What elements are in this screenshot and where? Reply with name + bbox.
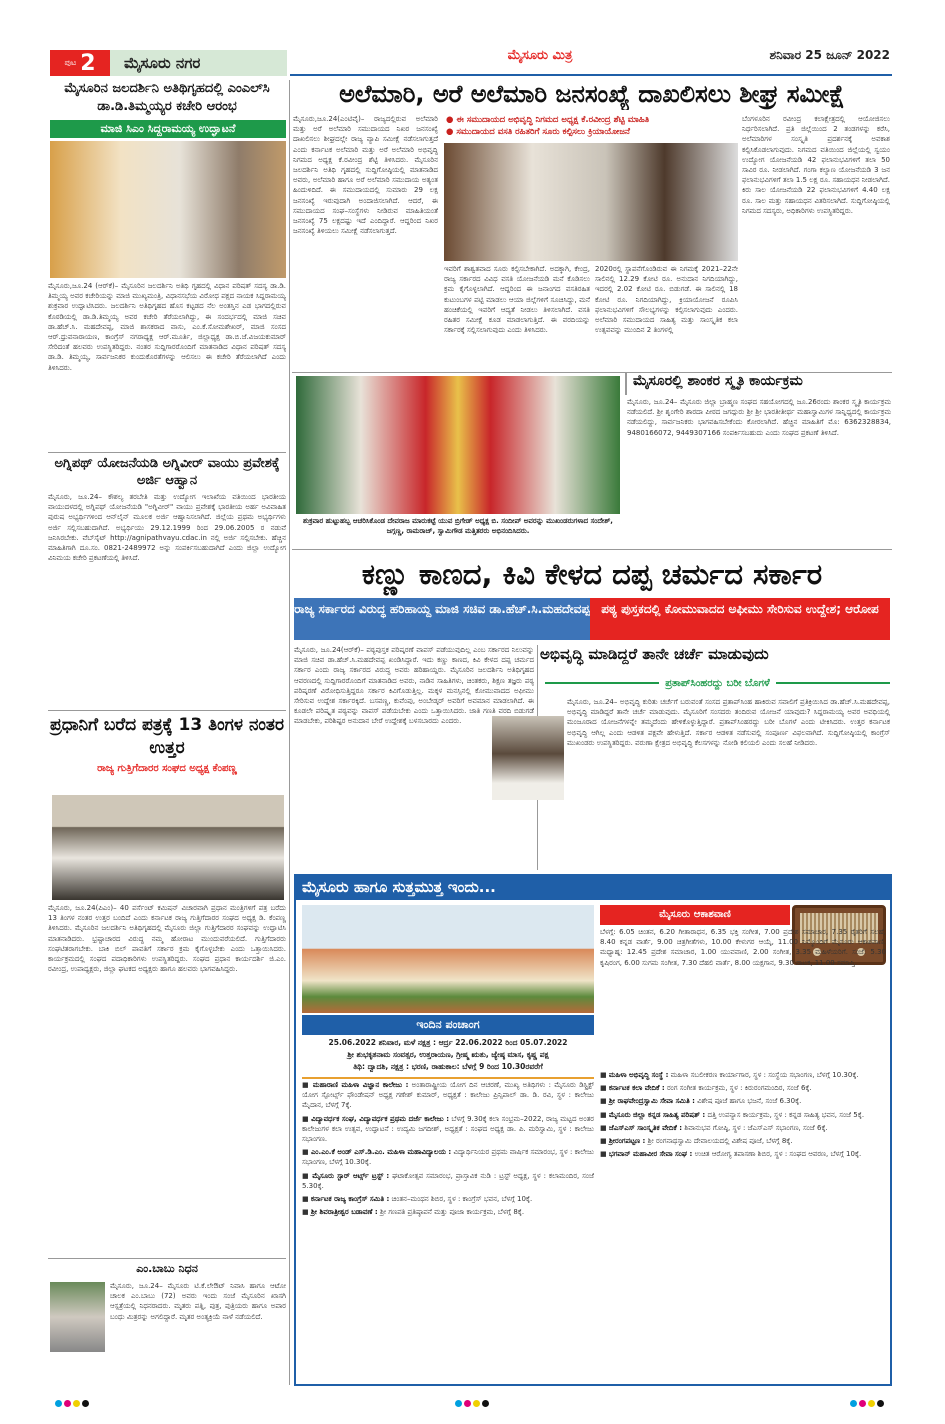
registration-dot xyxy=(455,1400,462,1407)
event-title: ವಿದ್ಯಾವರ್ಧಕ ಸಂಘ, ವಿದ್ಯಾವರ್ಧಕ ಪ್ರಥಮ ದರ್ಜೆ ಕಾಲೇಜು : xyxy=(311,1114,450,1123)
registration-dot xyxy=(55,1400,62,1407)
registration-dot xyxy=(73,1400,80,1407)
bullet-text: ಈ ಸಮುದಾಯದ ಅಭಿವೃದ್ಧಿ ನಿಗಮದ ಅಧ್ಯಕ್ಷ ಕೆ.ರವೀಂದ್ರ ಶೆಟ್ಟಿ ಮಾಹಿತಿ xyxy=(456,115,650,125)
bullet-item: ● ಸಮುದಾಯದ ವಸತಿ ರಹಿತರಿಗೆ ಸೂರು ಕಲ್ಪಿಸಲು ಕ್ರಿಯಾಯೋಜನೆ xyxy=(446,127,630,137)
registration-dot xyxy=(877,1400,884,1407)
section-title: ಮೈಸೂರು ನಗರ xyxy=(110,50,287,76)
headline-development: ಅಭಿವೃದ್ಧಿ ಮಾಡಿದ್ದರೆ ತಾನೇ ಚರ್ಚೆ ಮಾಡುವುದು xyxy=(540,645,769,663)
decorative-line xyxy=(776,682,890,684)
events-list-right xyxy=(600,1070,886,1382)
article-body-mlc-office: ಮೈಸೂರು,ಜೂ.24 (ಆರ್‌ಕೆ)– ಮೈಸೂರಿನ ಜಲದರ್ಶಿನಿ ಅತಿಥಿ ಗೃಹದಲ್ಲಿ ವಿಧಾನ ಪರಿಷತ್ ಸದಸ್ಯ ಡಾ.ಡಿ. ತಿಮ್ಮಯ್ಯ ಅವರ ಕಚೇರಿಯನ್ನು ಮಾಜಿ ಮುಖ್ಯಮಂತ್ರಿ, ವಿಧಾನಸಭೆಯ ವಿರೋಧ ಪಕ್ಷದ ನಾಯಕ ಸಿದ್ದರಾಮಯ್ಯ ಶುಕ್ರವಾರ ಉದ್ಘಾಟಿಸಿದರು. ಜಲದರ್ಶಿನಿ ಅತಿಥಿಗೃಹದ ಹೊಸ ಕಟ್ಟಡದ ನೆಲ ಅಂತಸ್ತಿನ ಎಡ ಭಾಗದಲ್ಲಿರುವ ಕೊಠಡಿಯಲ್ಲಿ ಡಾ.ಡಿ.ತಿಮ್ಮಯ್ಯ ಅವರ ಕಚೇರಿ ತೆರೆಯಲಾಗಿದ್ದು, ಈ ಸಂದರ್ಭದಲ್ಲಿ ಮಾಜಿ ಸಚಿವ ಡಾ.ಹೆಚ್.ಸಿ. ಮಹದೇವಪ್ಪ, ಮಾಜಿ ಶಾಸಕರಾದ ವಾಸು, ಎಂ.ಕೆ.ಸೋಮಶೇಖರ್, ಮಾಜಿ ಸಂಸದ ಆರ್.ಧ್ರುವನಾರಾಯಣ, ಕಾಂಗ್ರೆಸ್ ನಗರಾಧ್ಯಕ್ಷ ಆರ್.ಮೂರ್ತಿ, ಜಿಲ್ಲಾಧ್ಯಕ್ಷ ಡಾ.ಬಿ.ಜೆ.ವಿಜಯಕುಮಾರ್ ಸೇರಿದಂತೆ ಹಲವರು ಉಪಸ್ಥಿತರಿದ್ದರು. ನಂತರ ಸುದ್ದಿಗಾರರೊಂದಿಗೆ ಮಾತನಾಡಿದ ವಿಧಾನ ಪರಿಷತ್ ಸದಸ್ಯ ಡಾ.ಡಿ. ತಿಮ್ಮಯ್ಯ, ಸಾರ್ವಜನಿಕರ ಕುಂದುಕೊರತೆಗಳನ್ನು ಆಲಿಸಲು ಈ ಕಚೇರಿ ತೆರೆಯಲಾಗಿದೆ ಎಂದು ತಿಳಿಸಿದರು. xyxy=(48,282,286,372)
registration-dot xyxy=(868,1400,875,1407)
event-text: ಉಚಿತ ಆರೋಗ್ಯ ತಪಾಸಣಾ ಶಿಬಿರ, ಸ್ಥಳ : ಸಂಘದ ಆವರಣ, ಬೆಳಗ್ಗೆ 10ಕ್ಕೆ. xyxy=(694,1150,862,1159)
article-body-agnipath: ಮೈಸೂರು, ಜೂ.24– ಕೌಶಲ್ಯ ತರಬೇತಿ ಮತ್ತು ಉದ್ಯೋಗ ಇಲಾಖೆಯ ವತಿಯಿಂದ ಭಾರತೀಯ ವಾಯುದಳದಲ್ಲಿ ಅಗ್ನಿಪಥ್ ಯೋಜನೆಯಡಿ "ಅಗ್ನಿವೀರ್" ವಾಯು ಪ್ರವೇಶಕ್ಕೆ ಭಾರತೀಯ ಅರ್ಹ ಅವಿವಾಹಿತ ಪುರುಷ ಅಭ್ಯರ್ಥಿಗಳಿಂದ ಆನ್‌ಲೈನ್ ಮೂಲಕ ಅರ್ಜಿ ಆಹ್ವಾನಿಸಲಾಗಿದೆ. ಜಿಲ್ಲೆಯ ಪ್ರಥಮ ಅಭ್ಯರ್ಥಿಗಳು ಅರ್ಜಿ ಸಲ್ಲಿಸಬಹುದಾಗಿದೆ. ಅಭ್ಯರ್ಥಿಯು 29.12.1999 ರಿಂದ 29.06.2005 ರ ನಡುವೆ ಜನಿಸಿರಬೇಕು. ವೆಬ್‌ಸೈಟ್ http://agnipathvayu.cdac.in ನಲ್ಲಿ ಅರ್ಜಿ ಸಲ್ಲಿಸಬೇಕು. ಹೆಚ್ಚಿನ ಮಾಹಿತಿಗಾಗಿ ದೂ.ಸಂ. 0821-2489972 ಅನ್ನು ಸಂಪರ್ಕಿಸಬಹುದಾಗಿದೆ ಎಂದು ಜಿಲ್ಲಾ ಉದ್ಯೋಗ ವಿನಿಮಯ ಕಚೇರಿ ಪ್ರಕಟಣೆಯಲ್ಲಿ ತಿಳಿಸಿದೆ. xyxy=(48,493,286,563)
divider xyxy=(48,1258,286,1259)
event-text: ಅಂತಾರಾಷ್ಟ್ರೀಯ ಯೋಗ ದಿನ ಆಚರಣೆ, ಮುಖ್ಯ ಅತಿಥಿಗಳು : ಮೈಸೂರು ಡಿಸ್ಟ್ರಿಕ್ಟ್ ಯೋಗ ಸ್ಪೋರ್ಟ್ಸ್ ಫೌಂಡೇಷನ್ ಅಧ್ಯಕ್ಷ ಗಣೇಶ್ ಕುಮಾರ್, ಅಧ್ಯಕ್ಷತೆ : ಕಾಲೇಜು ಪ್ರಿನ್ಸಿಪಾಲ್ ಡಾ. ಡಿ. ರವಿ, ಸ್ಥಳ : ಕಾಲೇಜು ಮೈದಾನ, ಬೆಳಗ್ಗೆ 7ಕ್ಕೆ. xyxy=(302,1081,594,1110)
registration-dot xyxy=(64,1400,71,1407)
photo-contractors xyxy=(52,795,284,900)
article-body-government: ಮೈಸೂರು, ಜೂ.24(ಆರ್‌ಕೆ)– ಪಠ್ಯಪುಸ್ತಕ ಪರಿಷ್ಕರಣೆ ವಾಪಸ್ ಪಡೆಯುವುದಿಲ್ಲ ಎಂಬ ಸರ್ಕಾರದ ನಿಲುವನ್ನು ಮಾಜಿ ಸಚಿವ ಡಾ.ಹೆಚ್.ಸಿ.ಮಹದೇವಪ್ಪ ಖಂಡಿಸಿದ್ದಾರೆ. ಇದು ಕಣ್ಣು ಕಾಣದ, ಕಿವಿ ಕೇಳದ ದಪ್ಪ ಚರ್ಮದ ಸರ್ಕಾರ ಎಂದು ರಾಜ್ಯ ಸರ್ಕಾರದ ವಿರುದ್ಧ ಅವರು ಹರಿಹಾಯ್ದರು. ಮೈಸೂರಿನ ಜಲದರ್ಶಿನಿ ಅತಿಥಿಗೃಹದ ಆವರಣದಲ್ಲಿ ಸುದ್ದಿಗಾರರೊಂದಿಗೆ ಮಾತನಾಡಿದ ಅವರು, ನಾಡಿನ ಸಾಹಿತಿಗಳು, ಚಿಂತಕರು, ಶಿಕ್ಷಣ ತಜ್ಞರು ಪಠ್ಯ ಪರಿಷ್ಕರಣೆ ವಿರೋಧಿಸುತ್ತಿದ್ದರೂ ಸರ್ಕಾರ ಕಿವಿಗೊಡುತ್ತಿಲ್ಲ. ಮಕ್ಕಳ ಮನಸ್ಸಿನಲ್ಲಿ ಕೋಮುವಾದದ ಅಫೀಮು ಸೇರಿಸುವ ಉದ್ದೇಶ ಸರ್ಕಾರಕ್ಕಿದೆ. ಬಸವಣ್ಣ, ಕುವೆಂಪು, ಅಂಬೇಡ್ಕರ್ ಅವರಿಗೆ ಅವಮಾನ ಮಾಡಲಾಗಿದೆ. ಈ ಕೂಡಲೇ ಪರಿಷ್ಕೃತ ಪಠ್ಯವನ್ನು ವಾಪಸ್ ಪಡೆಯಬೇಕು ಎಂದು ಒತ್ತಾಯಿಸಿದರು. ಜಾತಿ ಗಣತಿ ವರದಿ ಬಿಡುಗಡೆ ಮಾಡಬೇಕು, ಪರಿಶಿಷ್ಟರ ಅನುದಾನ ಬೇರೆ ಉದ್ದೇಶಕ್ಕೆ ಬಳಸಬಾರದು ಎಂದರು. xyxy=(294,646,534,726)
divider xyxy=(292,549,892,550)
photo-caption-birthday: ಶುಕ್ರವಾರ ಹುಟ್ಟುಹಬ್ಬ ಆಚರಿಸಿಕೊಂಡ ದೇವರಾಜ ಮಾರುಕಟ್ಟೆ ಯುವ ಬ್ರಿಗೇಡ್ ಅಧ್ಯಕ್ಷ ಬಿ. ಸಂದೀಪ್ ಅವರನ್ನು ಮುಖಂಡರುಗಳಾದ ಸಂದೇಶ್, ಜಗ್ಗಣ್ಣ, ರಾಮರಾಜ್, ಸ್ವಾಮಿಗೌಡ ಮತ್ತಿತರರು ಅಭಿನಂದಿಸಿದರು. xyxy=(303,517,613,535)
event-text: ವಿದ್ಯಾರ್ಥಿನಿಯರ ಪ್ರಥಮ ವಾರ್ಷಿಕ ಸಮಾರಂಭ, ಸ್ಥಳ : ಕಾಲೇಜು ಸಭಾಂಗಣ, ಬೆಳಗ್ಗೆ 10.30ಕ್ಕೆ. xyxy=(302,1148,594,1167)
divider xyxy=(48,710,286,711)
red-box-allegation: ಪಠ್ಯ ಪುಸ್ತಕದಲ್ಲಿ ಕೋಮುವಾದದ ಅಫೀಮು ಸೇರಿಸುವ ಉದ್ದೇಶ; ಆರೋಪ xyxy=(590,598,890,640)
event-title: ಮಹಾರಾಣಿ ಮಹಿಳಾ ವಿಜ್ಞಾನ ಕಾಲೇಜು : xyxy=(312,1081,409,1089)
bullet-item: ● ಈ ಸಮುದಾಯದ ಅಭಿವೃದ್ಧಿ ನಿಗಮದ ಅಧ್ಯಕ್ಷ ಕೆ.ರವೀಂದ್ರ ಶೆಟ್ಟಿ ಮಾಹಿತಿ xyxy=(446,115,650,125)
event-title: ಕರ್ನಾಟಕ ರಾಜ್ಯ ಕಾಂಗ್ರೆಸ್ ಸಮಿತಿ : xyxy=(310,1195,390,1204)
page-number-badge xyxy=(50,50,110,76)
photo-mysore-palace xyxy=(302,905,594,1013)
event-title: ಎಂ.ಎಂ.ಕೆ ಅಂಡ್ ಎಸ್.ಡಿ.ಎಂ. ಮಹಿಳಾ ಮಹಾವಿದ್ಯಾಲಯ : xyxy=(310,1148,452,1157)
panchanga-title: ಇಂದಿನ ಪಂಚಾಂಗ xyxy=(302,1015,594,1035)
divider xyxy=(48,452,286,453)
registration-dot xyxy=(850,1400,857,1407)
blue-box-mahadevappa: ರಾಜ್ಯ ಸರ್ಕಾರದ ವಿರುದ್ಧ ಹರಿಹಾಯ್ದ ಮಾಜಿ ಸಚಿವ ಡಾ.ಹೆಚ್.ಸಿ.ಮಹದೇವಪ್ಪ xyxy=(294,598,590,640)
event-item: ■ ಮೈಸೂರು ಸ್ಟಾರ್ ಆರ್ಟ್ಸ್ ಟ್ರಸ್ಟ್ : ಘಟಾಕೋತ್ಸವ ಸಮಾರಂಭ, ಪ್ರಾಸ್ತಾವಿಕ ನುಡಿ : ಟ್ರಸ್ಟ್ ಅಧ್ಯಕ್ಷ, ಸ್ಥಳ : ಕಲಾಮಂದಿರ, ಸಂಜೆ 5.30ಕ್ಕೆ. xyxy=(302,1171,594,1190)
headline-pm-letter: ಪ್ರಧಾನಿಗೆ ಬರೆದ ಪತ್ರಕ್ಕೆ 13 ತಿಂಗಳ ನಂತರ ಉತ್ತರ xyxy=(50,715,284,758)
headline-obituary: ಎಂ.ಬಾಬು ನಿಧನ xyxy=(136,1262,198,1275)
banner-inauguration: ಮಾಜಿ ಸಿಎಂ ಸಿದ್ದರಾಮಯ್ಯ ಉದ್ಘಾಟನೆ xyxy=(50,120,286,138)
subhead-kempanna: ರಾಜ್ಯ ಗುತ್ತಿಗೆದಾರರ ಸಂಘದ ಅಧ್ಯಕ್ಷ ಕೆಂಪಣ್ಣ xyxy=(97,763,237,774)
event-item: ■ ಕರ್ನಾಟಕ ಕಲಾ ವೇದಿಕೆ : ರಂಗ ಸಂಗೀತ ಕಾರ್ಯಕ್ರಮ, ಸ್ಥಳ : ಕಿರುರಂಗಮಂದಿರ, ಸಂಜೆ 6ಕ್ಕೆ. xyxy=(600,1084,812,1093)
article-body-shankara: ಮೈಸೂರು, ಜೂ.24– ಮೈಸೂರು ಜಿಲ್ಲಾ ಬ್ರಾಹ್ಮಣ ಸಂಘದ ಸಹಯೋಗದಲ್ಲಿ ಜೂ.26ರಂದು ಶಾಂಕರ ಸ್ಮೃತಿ ಕಾರ್ಯಕ್ರಮ ನಡೆಯಲಿದೆ. ಶ್ರೀ ಶೃಂಗೇರಿ ಶಾರದಾ ಪೀಠದ ಜಗದ್ಗುರು ಶ್ರೀ ಶ್ರೀ ಭಾರತೀತೀರ್ಥ ಮಹಾಸ್ವಾಮಿಗಳ ಸಾನ್ನಿಧ್ಯದಲ್ಲಿ ಕಾರ್ಯಕ್ರಮ ನಡೆಯಲಿದ್ದು, ಸಾರ್ವಜನಿಕರು ಭಾಗವಹಿಸಬೇಕೆಂದು ಕೋರಲಾಗಿದೆ. ಹೆಚ್ಚಿನ ಮಾಹಿತಿಗೆ ಮೊ: 6362328834, 9480166072, 9449307166 ಸಂಪರ್ಕಿಸಬಹುದು ಎಂದು ಸಂಘದ ಪ್ರಕಟಣೆ ತಿಳಿಸಿದೆ. xyxy=(627,398,891,437)
event-text: ಚಿಂತನ–ಮಂಥನ ಶಿಬಿರ, ಸ್ಥಳ : ಕಾಂಗ್ರೆಸ್ ಭವನ, ಬೆಳಗ್ಗೆ 10ಕ್ಕೆ. xyxy=(391,1195,533,1204)
event-item: ■ ಶ್ರೀ ಶಿವರಾತ್ರೀಶ್ವರ ಬಡಾವಣೆ : ಶ್ರೀ ಗಣಪತಿ ಪ್ರತಿಷ್ಠಾಪನೆ ಮತ್ತು ಪೂಜಾ ಕಾರ್ಯಕ್ರಮ, ಬೆಳಗ್ಗೆ 8ಕ್ಕೆ. xyxy=(302,1208,525,1217)
lead-headline: ಅಲೆಮಾರಿ, ಅರೆ ಅಲೆಮಾರಿ ಜನಸಂಖ್ಯೆ ದಾಖಲಿಸಲು ಶೀಘ್ರ ಸಮೀಕ್ಷೆ xyxy=(339,80,845,108)
lead-body-col1: ಮೈಸೂರು,ಜೂ.24(ಎಂಟಿವೈ)– ರಾಜ್ಯದಲ್ಲಿರುವ ಅಲೆಮಾರಿ ಮತ್ತು ಅರೆ ಅಲೆಮಾರಿ ಸಮುದಾಯದ ನಿಖರ ಜನಸಂಖ್ಯೆ ದಾಖಲಿಸಲು ಶೀಘ್ರದಲ್ಲೇ ರಾಜ್ಯ ವ್ಯಾಪಿ ಸಮೀಕ್ಷೆ ನಡೆಸಲಾಗುತ್ತದೆ ಎಂದು ಕರ್ನಾಟಕ ಅಲೆಮಾರಿ ಮತ್ತು ಅರೆ ಅಲೆಮಾರಿ ಅಭಿವೃದ್ಧಿ ನಿಗಮದ ಅಧ್ಯಕ್ಷ ಕೆ.ರವೀಂದ್ರ ಶೆಟ್ಟಿ ತಿಳಿಸಿದರು. ಮೈಸೂರಿನ ಜಲದರ್ಶಿನಿ ಅತಿಥಿ ಗೃಹದಲ್ಲಿ ಸುದ್ದಿಗೋಷ್ಠಿಯಲ್ಲಿ ಮಾತನಾಡಿದ ಅವರು, ಅಲೆಮಾರಿ ಹಾಗೂ ಅರೆ ಅಲೆಮಾರಿ ಸಮುದಾಯ ಅತ್ಯಂತ ಹಿಂದುಳಿದಿದೆ. ಈ ಸಮುದಾಯದಲ್ಲಿ ಸುಮಾರು 29 ಲಕ್ಷ ಜನಸಂಖ್ಯೆ ಇರುವುದಾಗಿ ಅಂದಾಜಿಸಲಾಗಿದೆ. ಆದರೆ, ಈ ಸಮುದಾಯದ ಸಂಘ–ಸಂಸ್ಥೆಗಳು ನೀಡಿರುವ ಮಾಹಿತಿಯಂತೆ ಜನಸಂಖ್ಯೆ 75 ಲಕ್ಷದಷ್ಟು ಇದೆ ಎಂದಿದ್ದಾರೆ. ಆದ್ದರಿಂದ ನಿಖರ ಜನಸಂಖ್ಯೆ ತಿಳಿಯಲು ಸಮೀಕ್ಷೆ ನಡೆಸಲಾಗುತ್ತದೆ. xyxy=(293,115,438,236)
event-title: ಕರ್ನಾಟಕ ಕಲಾ ವೇದಿಕೆ : xyxy=(608,1084,665,1093)
registration-dot xyxy=(473,1400,480,1407)
event-title: ಮಹಿಳಾ ಅಭಿವೃದ್ಧಿ ಸಂಸ್ಥೆ : xyxy=(608,1071,669,1079)
lead-bullets xyxy=(446,114,738,140)
radio-schedule: ಬೆಳಗ್ಗೆ: 6.05 ಚಿಂತನ, 6.20 ಗೀತಾರಾಧನ, 6.35 ಭಕ್ತಿ ಸಂಗೀತ, 7.00 ಪ್ರದೇಶ ಸಮಾಚಾರ, 7.35 ರೈತರಿಗೆ ಸಲಹೆ, 8.40 ಕನ್ನಡ ವಾರ್ತೆ, 9.00 ಚಿತ್ರಗೀತೆಗಳು, 10.00 ಕೇಳುಗರ ಆಯ್ಕೆ, 11.00 ನಿಮ್ಮೊಂದಿಗೆ ಮೈಸೂರು ಆಕಾಶವಾಣಿ. ಮಧ್ಯಾಹ್ನ: 12.45 ಪ್ರದೇಶ ಸಮಾಚಾರ, 1.00 ಯುವವಾಣಿ, 2.00 ಸಂಗೀತ, 3.35 ಮಹಿಳೆಯರಿಗೆ. ಸಂಜೆ: 5.30 ಕೃಷಿರಂಗ, 6.00 ಸುಗಮ ಸಂಗೀತ, 7.30 ದೆಹಲಿ ವಾರ್ತೆ, 8.00 ಯಕ್ಷಗಾನ, 9.30 ನಾಟಕ, 11.00 ಸಮಾಪ್ತಿ. xyxy=(600,928,886,967)
lead-body-col4: ಬೆಂಗಳೂರಿನ ರವೀಂದ್ರ ಕಲಾಕ್ಷೇತ್ರದಲ್ಲಿ ಆಯೋಜಿಸಲು ನಿರ್ಧರಿಸಲಾಗಿದೆ. ಪ್ರತಿ ಜಿಲ್ಲೆಯಿಂದ 2 ತಂಡಗಳನ್ನು ಕರೆಸಿ, ಅಲೆಮಾರಿಗಳ ಸಂಸ್ಕೃತಿ ಪ್ರದರ್ಶನಕ್ಕೆ ಅವಕಾಶ ಕಲ್ಪಿಸಿಕೊಡಲಾಗುವುದು. ನಿಗಮದ ವತಿಯಿಂದ ಜಿಲ್ಲೆಯಲ್ಲಿ ಸ್ವಯಂ ಉದ್ಯೋಗ ಯೋಜನೆಯಡಿ 42 ಫಲಾನುಭವಿಗಳಿಗೆ ತಲಾ 50 ಸಾವಿರ ರೂ. ನೀಡಲಾಗಿದೆ. ಗಂಗಾ ಕಲ್ಯಾಣ ಯೋಜನೆಯಡಿ 3 ಜನ ಫಲಾನುಭವಿಗಳಿಗೆ ತಲಾ 1.5 ಲಕ್ಷ ರೂ. ಸಹಾಯಧನ ನೀಡಲಾಗಿದೆ. ಕಿರು ಸಾಲ ಯೋಜನೆಯಡಿ 22 ಫಲಾನುಭವಿಗಳಿಗೆ 4.40 ಲಕ್ಷ ರೂ. ಸಾಲ ಮತ್ತು ಸಹಾಯಧನ ವಿತರಿಸಲಾಗಿದೆ. ಸುದ್ದಿಗೋಷ್ಠಿಯಲ್ಲಿ ನಿಗಮದ ಸದಸ್ಯರು, ಅಧಿಕಾರಿಗಳು ಉಪಸ್ಥಿತರಿದ್ದರು. xyxy=(742,115,890,215)
event-text: ವಿಶೇಷ ಪೂಜೆ ಹಾಗೂ ಭಜನೆ, ಸಂಜೆ 6.30ಕ್ಕೆ. xyxy=(697,1097,802,1106)
event-title: ಶ್ರೀ ಶಿವರಾತ್ರೀಶ್ವರ ಬಡಾವಣೆ : xyxy=(310,1208,378,1217)
page-number: 2 xyxy=(80,50,96,76)
article-body-development: ಮೈಸೂರು, ಜೂ.24– ಅಭಿವೃದ್ಧಿ ಕುರಿತು ಚರ್ಚೆಗೆ ಬರುವಂತೆ ಸಂಸದ ಪ್ರತಾಪ್‌ಸಿಂಹ ಹಾಕಿರುವ ಸವಾಲಿಗೆ ಪ್ರತಿಕ್ರಿಯಿಸಿದ ಡಾ.ಹೆಚ್.ಸಿ.ಮಹದೇವಪ್ಪ, ಅಭಿವೃದ್ಧಿ ಮಾಡಿದ್ದರೆ ತಾನೇ ಚರ್ಚೆ ಮಾಡುವುದು. ಮೈಸೂರಿಗೆ ಸಂಸದರು ತಂದಿರುವ ಯೋಜನೆ ಯಾವುದು? ಸಿದ್ದರಾಮಯ್ಯ ಅವರ ಅವಧಿಯಲ್ಲಿ ಮಂಜೂರಾದ ಯೋಜನೆಗಳನ್ನೇ ತಮ್ಮದೆಂದು ಹೇಳಿಕೊಳ್ಳುತ್ತಿದ್ದಾರೆ. ಪ್ರತಾಪ್‌ಸಿಂಹರದ್ದು ಬರೀ ಬೊಗಳೆ ಎಂದು ಟೀಕಿಸಿದರು. ಉತ್ತರ ಕರ್ನಾಟಕ ಅಭಿವೃದ್ಧಿ ಆಗಿಲ್ಲ ಎಂದು ಆಡಳಿತ ಪಕ್ಷವೇ ಹೇಳುತ್ತಿದೆ. ಸರ್ಕಾರ ಆಡಳಿತ ನಡೆಸುವಲ್ಲಿ ಸಂಪೂರ್ಣ ವಿಫಲವಾಗಿದೆ. ಸುದ್ದಿಗೋಷ್ಠಿಯಲ್ಲಿ ಕಾಂಗ್ರೆಸ್ ಮುಖಂಡರು ಉಪಸ್ಥಿತರಿದ್ದರು. ವರುಣಾ ಕ್ಷೇತ್ರದ ಅಭಿವೃದ್ಧಿ ಕೆಲಸಗಳನ್ನು ನೋಡಿ ಕಲಿಯಲಿ ಎಂದು ಸಲಹೆ ನೀಡಿದರು. xyxy=(567,698,890,747)
photo-inauguration xyxy=(50,141,286,278)
divider xyxy=(302,1077,594,1079)
panchanga-details xyxy=(302,1037,594,1075)
event-item: ■ ಮೈಸೂರು ಜಿಲ್ಲಾ ಕನ್ನಡ ಸಾಹಿತ್ಯ ಪರಿಷತ್ : ದತ್ತಿ ಉಪನ್ಯಾಸ ಕಾರ್ಯಕ್ರಮ, ಸ್ಥಳ : ಕನ್ನಡ ಸಾಹಿತ್ಯ ಭವನ, ಸಂಜೆ 5ಕ್ಕೆ. xyxy=(600,1110,865,1119)
event-title: ಭಗವಾನ್ ಮಹಾವೀರ ಸೇವಾ ಸಂಘ : xyxy=(608,1150,693,1159)
photo-obituary xyxy=(50,1282,105,1352)
event-item: ■ ಜೆಎಸ್‌ಎಸ್ ಸಾಂಸ್ಕೃತಿಕ ವೇದಿಕೆ : ಶಿವಾನುಭವ ಗೋಷ್ಠಿ, ಸ್ಥಳ : ಜೆಎಸ್‌ಎಸ್ ಸಭಾಂಗಣ, ಸಂಜೆ 6ಕ್ಕೆ. xyxy=(600,1123,828,1132)
event-text: ಶಿವಾನುಭವ ಗೋಷ್ಠಿ, ಸ್ಥಳ : ಜೆಎಸ್‌ಎಸ್ ಸಭಾಂಗಣ, ಸಂಜೆ 6ಕ್ಕೆ. xyxy=(684,1123,828,1132)
event-text: ಘಟಾಕೋತ್ಸವ ಸಮಾರಂಭ, ಪ್ರಾಸ್ತಾವಿಕ ನುಡಿ : ಟ್ರಸ್ಟ್ ಅಧ್ಯಕ್ಷ, ಸ್ಥಳ : ಕಲಾಮಂದಿರ, ಸಂಜೆ 5.30ಕ್ಕೆ. xyxy=(302,1171,594,1190)
decorative-line xyxy=(545,682,659,684)
event-text: ಶ್ರೀ ಗಣಪತಿ ಪ್ರತಿಷ್ಠಾಪನೆ ಮತ್ತು ಪೂಜಾ ಕಾರ್ಯಕ್ರಮ, ಬೆಳಗ್ಗೆ 8ಕ್ಕೆ. xyxy=(379,1208,525,1217)
date-line: ಶನಿವಾರ 25 ಜೂನ್ 2022 xyxy=(769,48,890,62)
panchanga-line: ತಿಥಿ: ದ್ವಾದಶಿ, ನಕ್ಷತ್ರ : ಭರಣಿ, ರಾಹುಕಾಲ: ಬೆಳಗ್ಗೆ 9 ರಿಂದ 10.30ರವರೆಗೆ xyxy=(353,1062,543,1071)
panchanga-line: ಶ್ರೀ ಶುಭಕೃತನಾಮ ಸಂವತ್ಸರ, ಉತ್ತರಾಯಣ, ಗ್ರೀಷ್ಮ ಋತು, ಜ್ಯೇಷ್ಠ ಮಾಸ, ಕೃಷ್ಣ ಪಕ್ಷ xyxy=(347,1050,549,1059)
headline-mlc-office: ಮೈಸೂರಿನ ಜಲದರ್ಶಿನಿ ಅತಿಥಿಗೃಹದಲ್ಲಿ ಎಂಎಲ್‌ಸಿ ಡಾ.ಡಿ.ತಿಮ್ಮಯ್ಯರ ಕಚೇರಿ ಆರಂಭ xyxy=(64,81,270,114)
article-body-obituary: ಮೈಸೂರು, ಜೂ.24– ಮೈಸೂರು ಟಿ.ಕೆ.ಲೇಔಟ್ ನಿವಾಸಿ ಹಾಗೂ ಆಟೋ ಚಾಲಕ ಎಂ.ಬಾಬು (72) ಅವರು ಇಂದು ಸಂಜೆ ಮೈಸೂರಿನ ಖಾಸಗಿ ಆಸ್ಪತ್ರೆಯಲ್ಲಿ ನಿಧನರಾದರು. ಮೃತರು ಪತ್ನಿ, ಪುತ್ರ, ಪುತ್ರಿಯರು ಹಾಗೂ ಅಪಾರ ಬಂಧು ಮಿತ್ರರನ್ನು ಅಗಲಿದ್ದಾರೆ. ಮೃತರ ಅಂತ್ಯಕ್ರಿಯೆ ನಾಳೆ ನಡೆಯಲಿದೆ. xyxy=(110,1282,286,1321)
photo-mahadevappa xyxy=(492,716,564,800)
event-title: ಜೆಎಸ್‌ಎಸ್ ಸಾಂಸ್ಕೃತಿಕ ವೇದಿಕೆ : xyxy=(608,1123,683,1132)
registration-dot xyxy=(82,1400,89,1407)
event-text: ಮಹಿಳಾ ಸಬಲೀಕರಣ ಕಾರ್ಯಾಗಾರ, ಸ್ಥಳ : ಸಂಸ್ಥೆಯ ಸಭಾಂಗಣ, ಬೆಳಗ್ಗೆ 10.30ಕ್ಕೆ. xyxy=(670,1071,859,1079)
headline-shankara: ಮೈಸೂರಲ್ಲಿ ಶಾಂಕರ ಸ್ಮೃತಿ ಕಾರ್ಯಕ್ರಮ xyxy=(625,373,891,395)
headline-agnipath: ಅಗ್ನಿಪಥ್ ಯೋಜನೆಯಡಿ ಅಗ್ನಿವೀರ್ ವಾಯು ಪ್ರವೇಶಕ್ಕೆ ಅರ್ಜಿ ಆಹ್ವಾನ xyxy=(54,456,280,488)
lead-body-col2: ಇವರಿಗೆ ಶಾಶ್ವತವಾದ ಸೂರು ಕಲ್ಪಿಸಬೇಕಾಗಿದೆ. ಅದಕ್ಕಾಗಿ, ಕೇಂದ್ರ, ರಾಜ್ಯ ಸರ್ಕಾರದ ವಿವಿಧ ವಸತಿ ಯೋಜನೆಯಡಿ ಮನೆ ಕೊಡಿಸಲು ಕ್ರಮ ಕೈಗೊಳ್ಳಲಾಗಿದೆ. ಆದ್ದರಿಂದ ಈ ಜನಾಂಗದ ವಸತಿರಹಿತ ಕುಟುಂಬಗಳ ಪಟ್ಟಿ ಮಾಡಲು ಆಯಾ ಜಿಲ್ಲೆಗಳಿಗೆ ಸೂಚಿಸಿದ್ದು, ಮನೆ ಹಂಚಿಕೆಯಲ್ಲಿ ಇವರಿಗೆ ಆದ್ಯತೆ ನೀಡಲು ತಿಳಿಸಲಾಗಿದೆ. ವಸತಿ ರಹಿತರ ಸಮೀಕ್ಷೆ ಕೂಡ ಮಾಡಲಾಗುತ್ತಿದೆ. ಈ ವರದಿಯನ್ನು ಸರ್ಕಾರಕ್ಕೆ ಸಲ್ಲಿಸಲಾಗುವುದು ಎಂದು ತಿಳಿಸಿದರು. xyxy=(444,265,590,335)
event-title: ಶ್ರೀ ರಾಘವೇಂದ್ರಸ್ವಾಮಿ ಸೇವಾ ಸಮಿತಿ : xyxy=(608,1097,695,1106)
event-item: ■ ಮಹಾರಾಣಿ ಮಹಿಳಾ ವಿಜ್ಞಾನ ಕಾಲೇಜು : ಅಂತಾರಾಷ್ಟ್ರೀಯ ಯೋಗ ದಿನ ಆಚರಣೆ, ಮುಖ್ಯ ಅತಿಥಿಗಳು : ಮೈಸೂರು ಡಿಸ್ಟ್ರಿಕ್ಟ್ ಯೋಗ ಸ್ಪೋರ್ಟ್ಸ್ ಫೌಂಡೇಷನ್ ಅಧ್ಯಕ್ಷ ಗಣೇಶ್ ಕುಮಾರ್, ಅಧ್ಯಕ್ಷತೆ : ಕಾಲೇಜು ಪ್ರಿನ್ಸಿಪಾಲ್ ಡಾ. ಡಿ. ರವಿ, ಸ್ಥಳ : ಕಾಲೇಜು ಮೈದಾನ, ಬೆಳಗ್ಗೆ 7ಕ್ಕೆ. xyxy=(302,1081,594,1110)
event-item: ■ ವಿದ್ಯಾವರ್ಧಕ ಸಂಘ, ವಿದ್ಯಾವರ್ಧಕ ಪ್ರಥಮ ದರ್ಜೆ ಕಾಲೇಜು : ಬೆಳಗ್ಗೆ 9.30ಕ್ಕೆ ಕಲಾ ಸಂಭ್ರಮ–2022, ರಾಜ್ಯ ಮಟ್ಟದ ಅಂತರ ಕಾಲೇಜುಗಳ ಕಲಾ ಉತ್ಸವ, ಉದ್ಘಾಟನೆ : ಉದ್ಯಮಿ ಜಗದೀಶ್, ಅಧ್ಯಕ್ಷತೆ : ಸಂಘದ ಅಧ್ಯಕ್ಷ ಡಾ. ಪಿ. ಮರಿಸ್ವಾಮಿ, ಸ್ಥಳ : ಕಾಲೇಜು ಸಭಾಂಗಣ. xyxy=(302,1114,594,1144)
page-label: ಪುಟ xyxy=(64,58,77,67)
event-item: ■ ಭಗವಾನ್ ಮಹಾವೀರ ಸೇವಾ ಸಂಘ : ಉಚಿತ ಆರೋಗ್ಯ ತಪಾಸಣಾ ಶಿಬಿರ, ಸ್ಥಳ : ಸಂಘದ ಆವರಣ, ಬೆಳಗ್ಗೆ 10ಕ್ಕೆ. xyxy=(600,1150,862,1159)
registration-dot xyxy=(482,1400,489,1407)
event-title: ಮೈಸೂರು ಜಿಲ್ಲಾ ಕನ್ನಡ ಸಾಹಿತ್ಯ ಪರಿಷತ್ : xyxy=(608,1110,706,1119)
event-item: ■ ಮಹಿಳಾ ಅಭಿವೃದ್ಧಿ ಸಂಸ್ಥೆ : ಮಹಿಳಾ ಸಬಲೀಕರಣ ಕಾರ್ಯಾಗಾರ, ಸ್ಥಳ : ಸಂಸ್ಥೆಯ ಸಭಾಂಗಣ, ಬೆಳಗ್ಗೆ 10.30ಕ್ಕೆ. xyxy=(600,1071,859,1079)
column-divider xyxy=(289,80,290,1385)
headline-government: ಕಣ್ಣು ಕಾಣದ, ಕಿವಿ ಕೇಳದ ದಪ್ಪ ಚರ್ಮದ ಸರ್ಕಾರ xyxy=(361,557,823,591)
registration-dot xyxy=(859,1400,866,1407)
event-title: ಶ್ರೀರಂಗಪಟ್ಟಣ : xyxy=(608,1137,646,1146)
article-body-pm-letter: ಮೈಸೂರು, ಜೂ.24(ಪಿಎಂ)– 40 ಪರ್ಸೆಂಟ್ ಕಮಿಷನ್ ವಿಚಾರವಾಗಿ ಪ್ರಧಾನ ಮಂತ್ರಿಗಳಿಗೆ ಪತ್ರ ಬರೆದು 13 ತಿಂಗಳ ನಂತರ ಉತ್ತರ ಬಂದಿದೆ ಎಂದು ಕರ್ನಾಟಕ ರಾಜ್ಯ ಗುತ್ತಿಗೆದಾರರ ಸಂಘದ ಅಧ್ಯಕ್ಷ ಡಿ. ಕೆಂಪಣ್ಣ ತಿಳಿಸಿದರು. ಮೈಸೂರಿನ ಜಲದರ್ಶಿನಿ ಅತಿಥಿಗೃಹದಲ್ಲಿ ಮೈಸೂರು ಜಿಲ್ಲಾ ಗುತ್ತಿಗೆದಾರರ ಸಂಘವನ್ನು ಉದ್ಘಾಟಿಸಿ ಮಾತನಾಡಿದರು. ಭ್ರಷ್ಟಾಚಾರದ ವಿರುದ್ಧ ನಮ್ಮ ಹೋರಾಟ ಮುಂದುವರೆಯಲಿದೆ. ಗುತ್ತಿಗೆದಾರರು ಸಂಘಟಿತರಾಗಬೇಕು. ಬಾಕಿ ಬಿಲ್ ಪಾವತಿಗೆ ಸರ್ಕಾರ ಕ್ರಮ ಕೈಗೊಳ್ಳಬೇಕು ಎಂದು ಒತ್ತಾಯಿಸಿದರು. ಕಾರ್ಯಕ್ರಮದಲ್ಲಿ ಸಂಘದ ಪದಾಧಿಕಾರಿಗಳು ಉಪಸ್ಥಿತರಿದ್ದರು. ಸಂಘದ ಪ್ರಧಾನ ಕಾರ್ಯದರ್ಶಿ ಜಿ.ಎಂ. ರವೀಂದ್ರ, ಉಪಾಧ್ಯಕ್ಷರು, ಜಿಲ್ಲಾ ಘಟಕದ ಅಧ್ಯಕ್ಷರು ಹಾಗೂ ಹಲವರು ಭಾಗವಹಿಸಿದ್ದರು. xyxy=(48,904,286,974)
photo-press-meet xyxy=(444,143,738,261)
event-text: ಬೆಳಗ್ಗೆ 9.30ಕ್ಕೆ ಕಲಾ ಸಂಭ್ರಮ–2022, ರಾಜ್ಯ ಮಟ್ಟದ ಅಂತರ ಕಾಲೇಜುಗಳ ಕಲಾ ಉತ್ಸವ, ಉದ್ಘಾಟನೆ : ಉದ್ಯಮಿ ಜಗದೀಶ್, ಅಧ್ಯಕ್ಷತೆ : ಸಂಘದ ಅಧ್ಯಕ್ಷ ಡಾ. ಪಿ. ಮರಿಸ್ವಾಮಿ, ಸ್ಥಳ : ಕಾಲೇಜು ಸಭಾಂಗಣ. xyxy=(302,1114,594,1144)
photo-birthday xyxy=(296,376,620,514)
header-rule xyxy=(290,74,892,76)
registration-dot xyxy=(464,1400,471,1407)
event-item: ■ ಶ್ರೀರಂಗಪಟ್ಟಣ : ಶ್ರೀ ರಂಗನಾಥಸ್ವಾಮಿ ದೇವಾಲಯದಲ್ಲಿ ವಿಶೇಷ ಪೂಜೆ, ಬೆಳಗ್ಗೆ 8ಕ್ಕೆ. xyxy=(600,1137,793,1146)
events-list-left xyxy=(302,1080,594,1382)
subhead-pratap-simha xyxy=(545,675,890,691)
event-text: ರಂಗ ಸಂಗೀತ ಕಾರ್ಯಕ್ರಮ, ಸ್ಥಳ : ಕಿರುರಂಗಮಂದಿರ, ಸಂಜೆ 6ಕ್ಕೆ. xyxy=(666,1084,812,1093)
event-text: ಶ್ರೀ ರಂಗನಾಥಸ್ವಾಮಿ ದೇವಾಲಯದಲ್ಲಿ ವಿಶೇಷ ಪೂಜೆ, ಬೆಳಗ್ಗೆ 8ಕ್ಕೆ. xyxy=(647,1137,793,1146)
lead-body-col3: 2020ರಲ್ಲಿ ಸ್ಥಾಪನೆಗೊಂಡಿರುವ ಈ ನಿಗಮಕ್ಕೆ 2021–22ನೇ ಸಾಲಿನಲ್ಲಿ 12.29 ಕೋಟಿ ರೂ. ಅನುದಾನ ನಿಗದಿಯಾಗಿದ್ದು, ಇದರಲ್ಲಿ 2.02 ಕೋಟಿ ರೂ. ಬಿಡುಗಡೆ. ಈ ಸಾಲಿನಲ್ಲಿ 18 ಕೋಟಿ ರೂ. ನಿಗದಿಯಾಗಿದ್ದು, ಕ್ರಿಯಾಯೋಜನೆ ರೂಪಿಸಿ ಫಲಾನುಭವಿಗಳಿಗೆ ಸೌಲಭ್ಯಗಳನ್ನು ಕಲ್ಪಿಸಲಾಗುವುದು ಎಂದರು. ಅಲೆಮಾರಿ ಸಮುದಾಯದ ಸಾಹಿತ್ಯ ಮತ್ತು ಸಾಂಸ್ಕೃತಿಕ ಕಲಾ ಉತ್ಸವವನ್ನು ಮುಂದಿನ 2 ತಿಂಗಳಲ್ಲಿ xyxy=(595,265,738,335)
panchanga-line: 25.06.2022 ಶನಿವಾರ, ಮಳೆ ನಕ್ಷತ್ರ : ಆರ್ದ್ರ 22.06.2022 ರಿಂದ 05.07.2022 xyxy=(328,1038,568,1047)
bullet-text: ಸಮುದಾಯದ ವಸತಿ ರಹಿತರಿಗೆ ಸೂರು ಕಲ್ಪಿಸಲು ಕ್ರಿಯಾಯೋಜನೆ xyxy=(456,127,630,137)
event-title: ಮೈಸೂರು ಸ್ಟಾರ್ ಆರ್ಟ್ಸ್ ಟ್ರಸ್ಟ್ : xyxy=(312,1171,390,1180)
event-text: ದತ್ತಿ ಉಪನ್ಯಾಸ ಕಾರ್ಯಕ್ರಮ, ಸ್ಥಳ : ಕನ್ನಡ ಸಾಹಿತ್ಯ ಭವನ, ಸಂಜೆ 5ಕ್ಕೆ. xyxy=(707,1110,865,1119)
subhead-text: ಪ್ರತಾಪ್‌ಸಿಂಹರದ್ದು ಬರೀ ಬೊಗಳೆ xyxy=(665,677,770,689)
event-item: ■ ಶ್ರೀ ರಾಘವೇಂದ್ರಸ್ವಾಮಿ ಸೇವಾ ಸಮಿತಿ : ವಿಶೇಷ ಪೂಜೆ ಹಾಗೂ ಭಜನೆ, ಸಂಜೆ 6.30ಕ್ಕೆ. xyxy=(600,1097,802,1106)
event-item: ■ ಕರ್ನಾಟಕ ರಾಜ್ಯ ಕಾಂಗ್ರೆಸ್ ಸಮಿತಿ : ಚಿಂತನ–ಮಂಥನ ಶಿಬಿರ, ಸ್ಥಳ : ಕಾಂಗ್ರೆಸ್ ಭವನ, ಬೆಳಗ್ಗೆ 10ಕ್ಕೆ. xyxy=(302,1195,533,1204)
event-item: ■ ಎಂ.ಎಂ.ಕೆ ಅಂಡ್ ಎಸ್.ಡಿ.ಎಂ. ಮಹಿಳಾ ಮಹಾವಿದ್ಯಾಲಯ : ವಿದ್ಯಾರ್ಥಿನಿಯರ ಪ್ರಥಮ ವಾರ್ಷಿಕ ಸಮಾರಂಭ, ಸ್ಥಳ : ಕಾಲೇಜು ಸಭಾಂಗಣ, ಬೆಳಗ್ಗೆ 10.30ಕ್ಕೆ. xyxy=(302,1148,594,1167)
radio-title: ಮೈಸೂರು ಆಕಾಶವಾಣಿ xyxy=(600,905,790,925)
masthead-logo: ಮೈಸೂರು ಮಿತ್ರ xyxy=(507,48,573,63)
today-banner: ಮೈಸೂರು ಹಾಗೂ ಸುತ್ತಮುತ್ತ ಇಂದು... xyxy=(294,874,892,900)
